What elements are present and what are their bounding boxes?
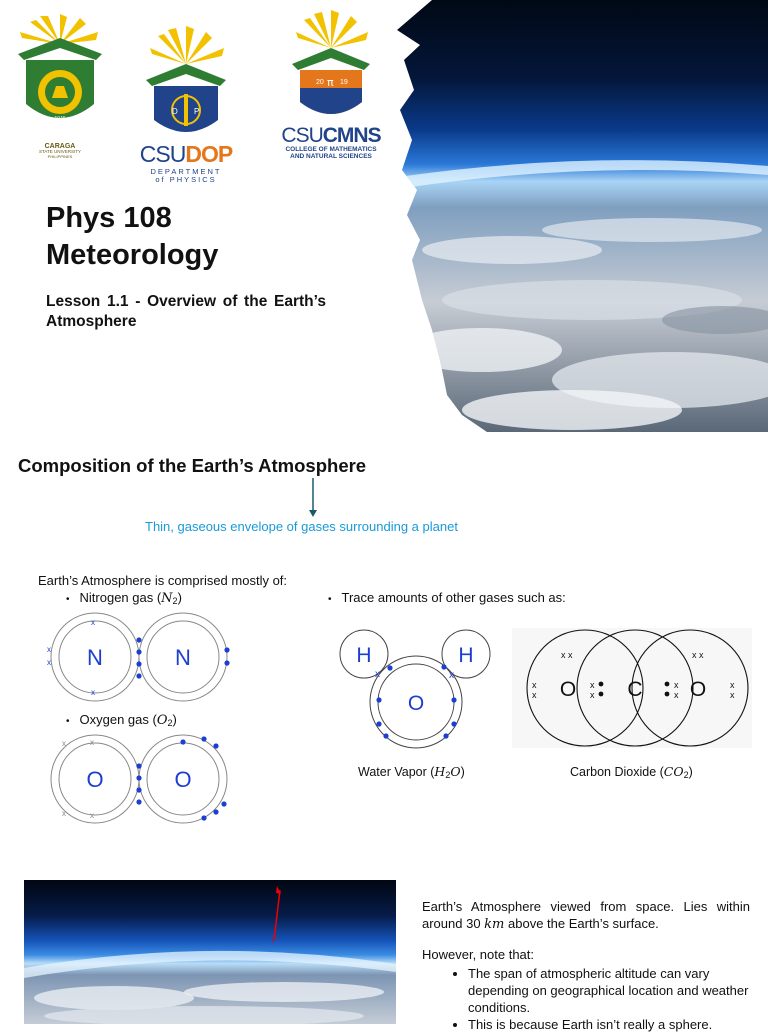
title-line2: Meteorology xyxy=(46,239,219,271)
page-title xyxy=(46,200,218,274)
svg-text:x: x xyxy=(91,688,95,697)
svg-text:x: x xyxy=(532,690,537,700)
water-molecule-diagram xyxy=(334,620,494,750)
csu-logo-name: CARAGA xyxy=(44,143,76,150)
title-line1: Phys 108 xyxy=(46,202,172,234)
svg-text:x: x xyxy=(375,669,380,680)
lesson-subtitle: Lesson 1.1 - Overview of the Earth’s Atmosphere xyxy=(46,293,326,330)
svg-text:x: x xyxy=(590,680,595,690)
csu-seal-icon xyxy=(10,14,110,144)
svg-text:O: O xyxy=(689,678,707,701)
svg-text:N: N xyxy=(87,645,103,670)
svg-text:D: D xyxy=(172,107,178,116)
svg-text:1946: 1946 xyxy=(54,116,66,122)
svg-text:x: x xyxy=(674,680,679,690)
pointer-arrow-icon xyxy=(308,478,318,518)
csucmns-logo xyxy=(278,8,384,168)
earth-atmosphere-photo xyxy=(392,0,768,432)
svg-text:x x: x x xyxy=(561,650,573,660)
svg-text:x: x xyxy=(47,645,51,654)
svg-text:O: O xyxy=(407,692,425,715)
svg-text:N: N xyxy=(175,645,191,670)
bullet-dot: • xyxy=(328,594,332,605)
svg-text:x: x xyxy=(90,811,94,820)
cmns-word-csu: CSU xyxy=(281,124,323,147)
atmosphere-definition: Thin, gaseous envelope of gases surrounding a planet xyxy=(145,519,458,534)
list-item: • The span of atmospheric altitude can vary depending on geographical location and weather conditions. xyxy=(468,965,750,1016)
svg-text:x x: x x xyxy=(692,650,704,660)
svg-text:x: x xyxy=(47,658,51,667)
svg-text:x: x xyxy=(90,738,94,747)
bullet-dot: • xyxy=(66,594,70,605)
svg-text:π: π xyxy=(327,76,334,89)
oxygen-molecule-diagram xyxy=(44,732,236,826)
description-paragraph: Earth’s Atmosphere viewed from space. Lies within around 30 km above the Earth’s surface. xyxy=(422,899,750,932)
water-vapor-caption: Water Vapor $(H_2O)$ xyxy=(358,764,465,780)
svg-text:H: H xyxy=(458,644,474,667)
list-item: • This is because Earth isn’t really a sphere. xyxy=(468,1016,750,1033)
csu-logo-sub2: PHILIPPINES xyxy=(47,153,73,159)
svg-text:O: O xyxy=(174,767,192,792)
dop-line2: of PHYSICS xyxy=(155,174,217,184)
svg-text:x: x xyxy=(730,680,735,690)
svg-text:x: x xyxy=(62,739,66,748)
nitrogen-molecule-diagram xyxy=(44,610,236,706)
cmns-seal-icon xyxy=(278,8,384,120)
earth-from-space-photo xyxy=(24,880,396,1024)
svg-text:x: x xyxy=(449,670,454,681)
nitrogen-bullet: • Nitrogen gas $(N_2)$ xyxy=(66,590,182,606)
cmns-word-cmns: CMNS xyxy=(322,124,381,147)
svg-text:O: O xyxy=(86,767,104,792)
trace-gases-bullet: • Trace amounts of other gases such as: xyxy=(328,590,566,605)
svg-text:x: x xyxy=(62,809,66,818)
svg-text:O: O xyxy=(559,678,577,701)
svg-text:H: H xyxy=(356,644,372,667)
svg-text:x: x xyxy=(532,680,537,690)
co2-caption: Carbon Dioxide $(CO_2)$ xyxy=(570,764,693,780)
dop-word-dop: DOP xyxy=(185,141,233,167)
svg-text:19: 19 xyxy=(340,79,348,86)
svg-text:x: x xyxy=(730,690,735,700)
cmns-line2: AND NATURAL SCIENCES xyxy=(290,152,372,160)
csu-logo-sub1: STATE UNIVERSITY xyxy=(38,149,82,154)
bullet-dot: • xyxy=(66,716,70,727)
oxygen-bullet: • Oxygen gas $(O_2)$ xyxy=(66,712,177,728)
note-heading: However, note that: xyxy=(422,947,535,962)
dop-word-csu: CSU xyxy=(139,141,186,167)
svg-text:x: x xyxy=(674,690,679,700)
svg-text:20: 20 xyxy=(316,79,324,86)
svg-text:P: P xyxy=(194,107,200,116)
svg-text:x: x xyxy=(590,690,595,700)
csu-logo xyxy=(10,14,110,159)
dop-line1: DEPARTMENT xyxy=(150,167,222,176)
co2-molecule-diagram xyxy=(512,628,752,748)
cmns-line1: COLLEGE OF MATHEMATICS xyxy=(285,146,377,153)
atmosphere-description xyxy=(422,898,750,1033)
svg-text:C: C xyxy=(627,678,643,701)
csudop-logo xyxy=(134,24,238,184)
section-heading: Composition of the Earth’s Atmosphere xyxy=(18,455,367,476)
composition-intro: Earth’s Atmosphere is comprised mostly of: xyxy=(38,573,288,588)
dop-seal-icon xyxy=(134,24,238,138)
note-list xyxy=(422,965,750,1033)
svg-text:x: x xyxy=(91,618,95,627)
